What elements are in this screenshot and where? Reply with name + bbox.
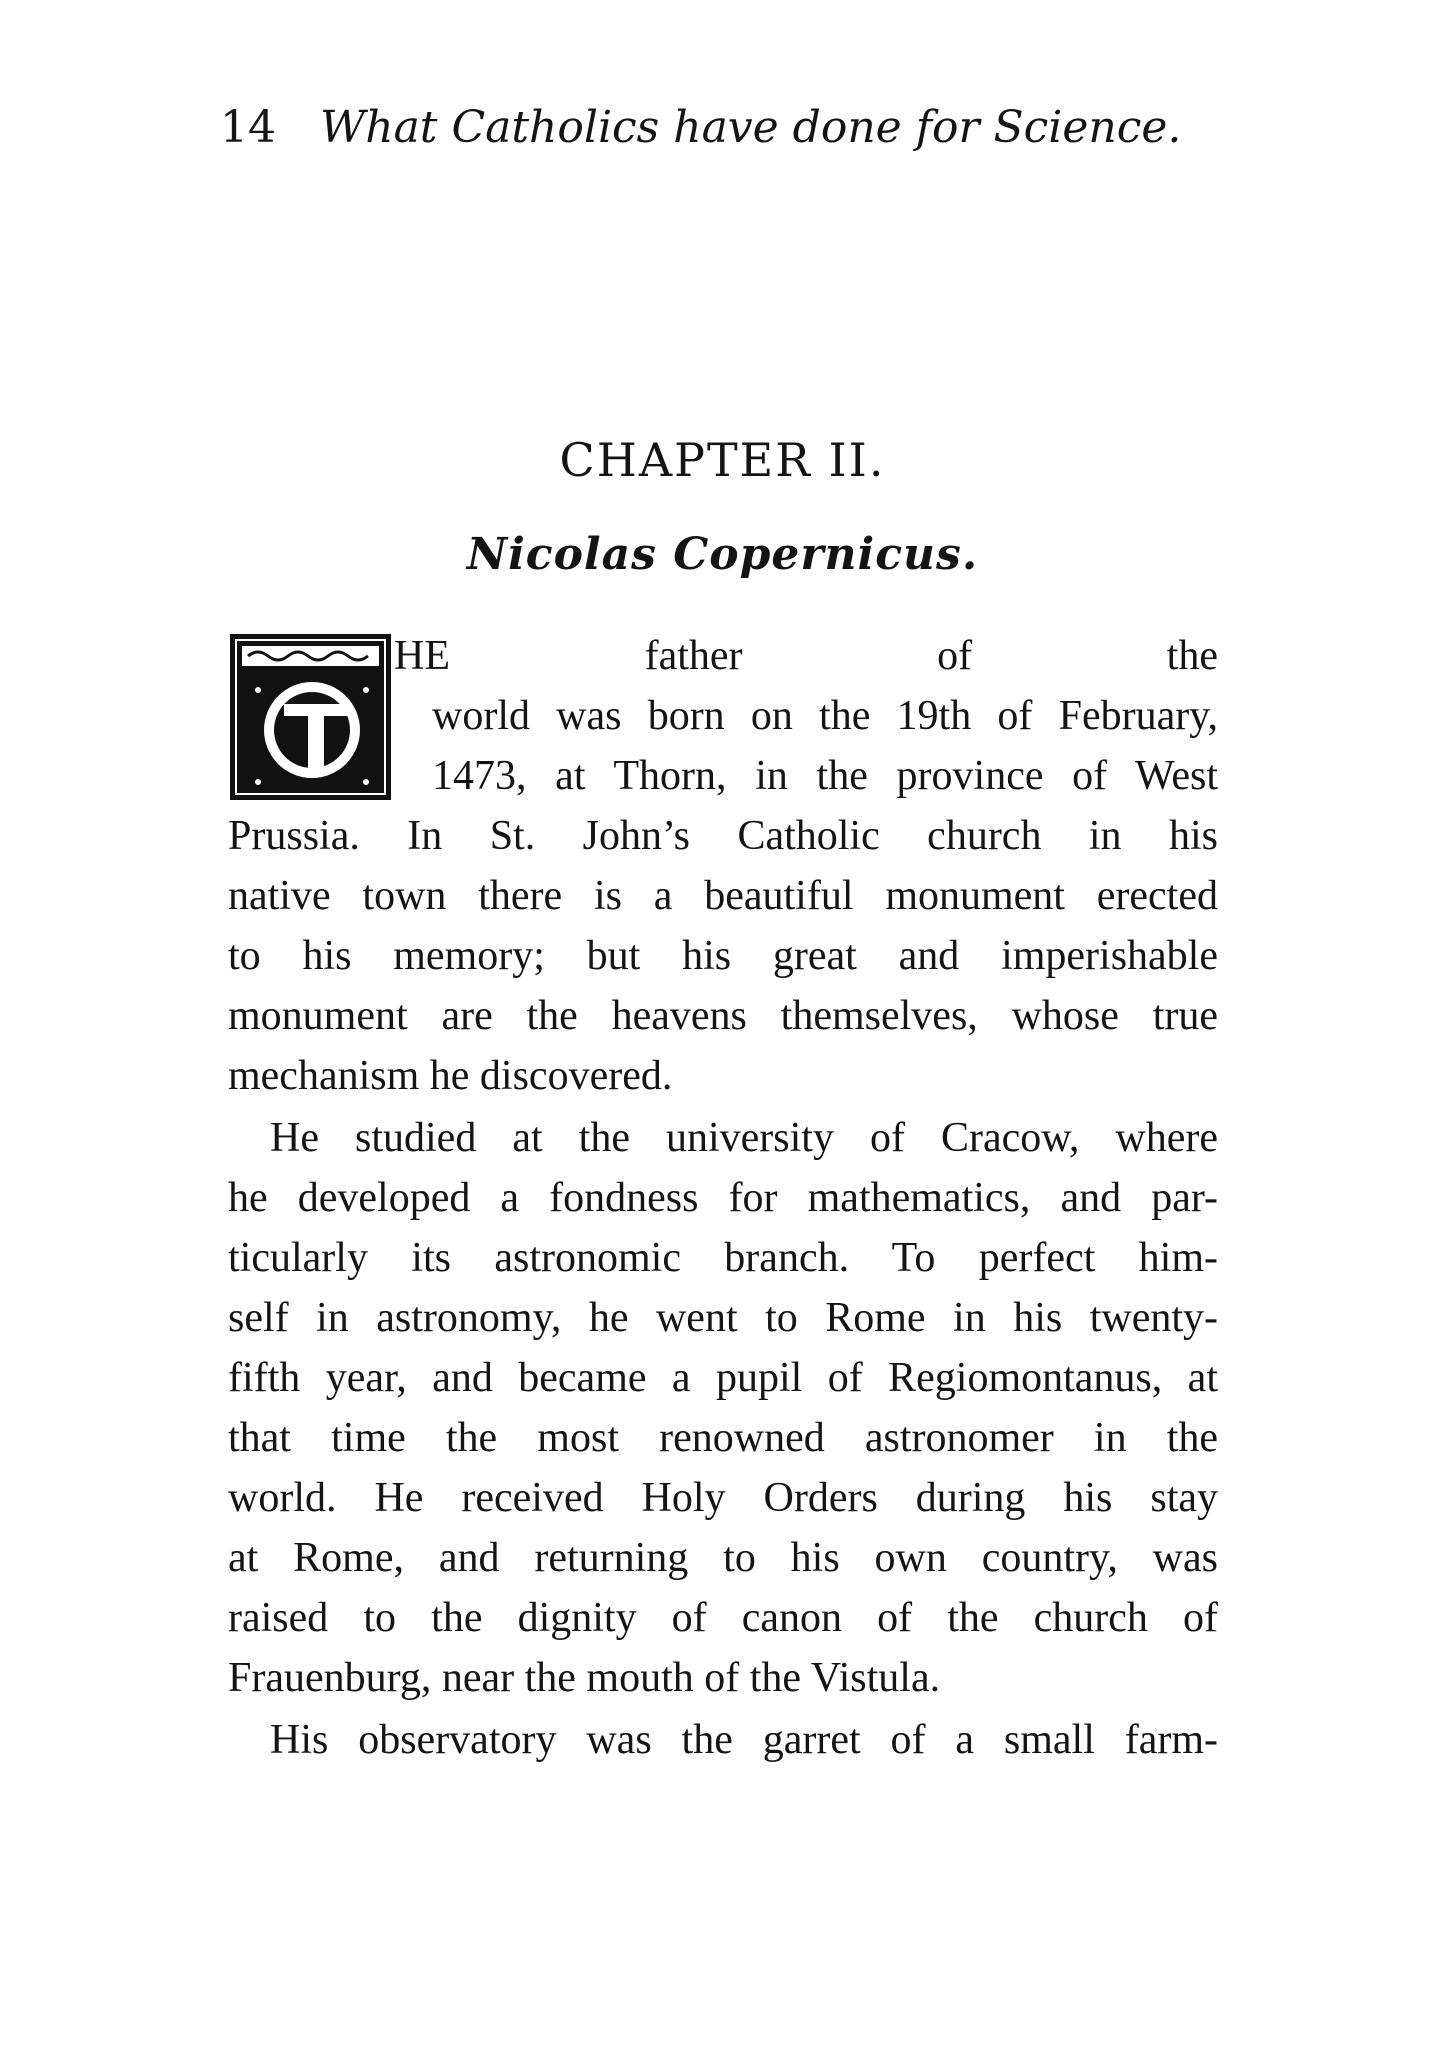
text-line: world was born on the 19th of February, bbox=[432, 693, 1218, 739]
text-line: that time the most renowned astronomer in the bbox=[228, 1415, 1218, 1461]
text-line: fifth year, and became a pupil of Regiomontanus, at bbox=[228, 1355, 1218, 1401]
text-line: His observatory was the garret of a small farm- bbox=[270, 1717, 1218, 1763]
text-line: He studied at the university of Cracow, where bbox=[270, 1115, 1218, 1161]
text-line: at Rome, and returning to his own country, was bbox=[228, 1535, 1218, 1581]
text-line: mechanism he discovered. bbox=[228, 1053, 673, 1099]
text-line: he developed a fondness for mathematics, and par- bbox=[228, 1175, 1218, 1221]
text-line: Frauenburg, near the mouth of the Vistula. bbox=[228, 1655, 941, 1701]
text-line: ticularly its astronomic branch. To perfect him- bbox=[228, 1235, 1218, 1281]
text-line: monument are the heavens themselves, whose true bbox=[228, 993, 1218, 1039]
text-line: raised to the dignity of canon of the church of bbox=[228, 1595, 1218, 1641]
text-line: Prussia. In St. John’s Catholic church in his bbox=[228, 813, 1218, 859]
running-header bbox=[220, 98, 1220, 158]
drop-cap-word-rest: HE bbox=[394, 633, 450, 679]
text-line: self in astronomy, he went to Rome in his twenty- bbox=[228, 1295, 1218, 1341]
text-line: world. He received Holy Orders during his stay bbox=[228, 1475, 1218, 1521]
first-line bbox=[394, 626, 1218, 686]
text-line: to his memory; but his great and imperishable bbox=[228, 933, 1218, 979]
chapter-heading: CHAPTER II. bbox=[559, 433, 886, 487]
text-line: 1473, at Thorn, in the province of West bbox=[432, 753, 1218, 799]
chapter-subtitle: Nicolas Copernicus. bbox=[466, 529, 979, 580]
running-title: What Catholics have done for Science. bbox=[320, 102, 1182, 153]
ornamental-initial-icon bbox=[228, 632, 393, 802]
page-number: 14 bbox=[220, 102, 276, 153]
text-line: father of the bbox=[644, 633, 1218, 679]
text-line: native town there is a beautiful monument erected bbox=[228, 873, 1218, 919]
